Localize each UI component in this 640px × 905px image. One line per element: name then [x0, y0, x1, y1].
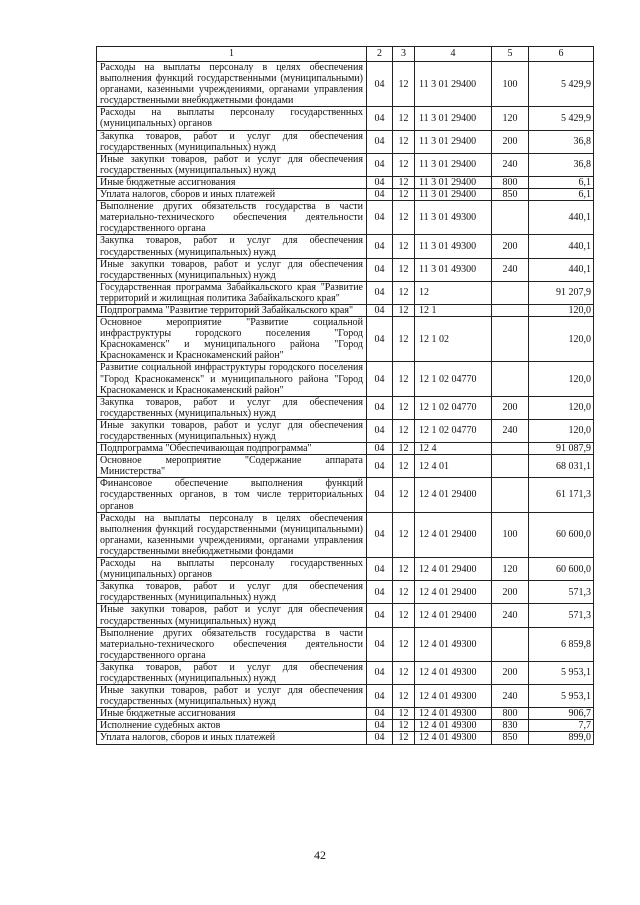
row-expense-type: 200: [492, 581, 529, 604]
row-section-code: 04: [367, 720, 393, 732]
row-expense-type: 120: [492, 558, 529, 581]
row-description: Иные закупки товаров, работ и услуг для обеспечения государственных (муниципальных) нужд: [97, 604, 367, 627]
row-subsection-code: 12: [393, 419, 415, 442]
row-section-code: 04: [367, 627, 393, 661]
row-target-article: 11 3 01 29400: [415, 189, 492, 201]
row-expense-type: [492, 443, 529, 455]
row-description: Подпрограмма "Развитие территорий Забайкальского края": [97, 304, 367, 316]
table-row: [97, 478, 594, 512]
table-row: [97, 362, 594, 396]
table-row: [97, 732, 594, 744]
row-subsection-code: 12: [393, 558, 415, 581]
row-target-article: 12 4 01 49300: [415, 627, 492, 661]
table-row: [97, 685, 594, 708]
row-description: Выполнение других обязательств государства в части материально-технического обеспечения деятельности государственного органа: [97, 201, 367, 235]
row-amount: 899,0: [529, 732, 594, 744]
table-row: [97, 304, 594, 316]
table-row: [97, 176, 594, 188]
row-amount: 120,0: [529, 362, 594, 396]
row-description: Иные закупки товаров, работ и услуг для обеспечения государственных (муниципальных) нужд: [97, 258, 367, 281]
row-target-article: 12 4 01 49300: [415, 732, 492, 744]
row-section-code: 04: [367, 732, 393, 744]
row-target-article: 12: [415, 281, 492, 304]
row-subsection-code: 12: [393, 661, 415, 684]
table-row: [97, 396, 594, 419]
row-amount: 36,8: [529, 130, 594, 153]
table-row: [97, 604, 594, 627]
row-description: Выполнение других обязательств государства в части материально-технического обеспечения деятельности государственного органа: [97, 627, 367, 661]
row-target-article: 11 3 01 29400: [415, 176, 492, 188]
row-description: Закупка товаров, работ и услуг для обеспечения государственных (муниципальных) нужд: [97, 130, 367, 153]
table-row: [97, 512, 594, 557]
row-amount: 5 429,9: [529, 62, 594, 107]
table-row: [97, 455, 594, 478]
row-amount: 440,1: [529, 235, 594, 258]
row-target-article: 12 1 02 04770: [415, 396, 492, 419]
row-amount: 571,3: [529, 581, 594, 604]
row-expense-type: 100: [492, 62, 529, 107]
header-col-6: 6: [529, 47, 594, 62]
row-amount: 6 859,8: [529, 627, 594, 661]
row-subsection-code: 12: [393, 478, 415, 512]
row-target-article: 12 4 01 29400: [415, 478, 492, 512]
row-target-article: 11 3 01 29400: [415, 153, 492, 176]
row-target-article: 12 1 02 04770: [415, 362, 492, 396]
header-row: [97, 47, 594, 62]
row-subsection-code: 12: [393, 62, 415, 107]
row-expense-type: 200: [492, 235, 529, 258]
header-col-3: 3: [393, 47, 415, 62]
row-expense-type: [492, 281, 529, 304]
row-subsection-code: 12: [393, 512, 415, 557]
row-section-code: 04: [367, 130, 393, 153]
row-amount: 7,7: [529, 720, 594, 732]
table-row: [97, 130, 594, 153]
budget-table: [96, 46, 594, 745]
row-section-code: 04: [367, 235, 393, 258]
row-target-article: 11 3 01 49300: [415, 201, 492, 235]
table-row: [97, 62, 594, 107]
row-section-code: 04: [367, 396, 393, 419]
row-amount: 5 953,1: [529, 661, 594, 684]
table-row: [97, 720, 594, 732]
table-row: [97, 443, 594, 455]
row-section-code: 04: [367, 62, 393, 107]
row-target-article: 12 4 01 49300: [415, 720, 492, 732]
table-row: [97, 627, 594, 661]
row-subsection-code: 12: [393, 720, 415, 732]
row-section-code: 04: [367, 455, 393, 478]
row-expense-type: 850: [492, 732, 529, 744]
row-description: Основное мероприятие "Содержание аппарата Министерства": [97, 455, 367, 478]
row-target-article: 12 4 01: [415, 455, 492, 478]
row-description: Иные бюджетные ассигнования: [97, 708, 367, 720]
row-subsection-code: 12: [393, 708, 415, 720]
row-expense-type: [492, 455, 529, 478]
table-row: [97, 708, 594, 720]
row-target-article: 12 1 02: [415, 317, 492, 362]
row-target-article: 11 3 01 49300: [415, 235, 492, 258]
row-amount: 61 171,3: [529, 478, 594, 512]
table-row: [97, 107, 594, 130]
row-section-code: 04: [367, 281, 393, 304]
row-expense-type: 240: [492, 153, 529, 176]
row-subsection-code: 12: [393, 317, 415, 362]
row-section-code: 04: [367, 189, 393, 201]
row-description: Иные закупки товаров, работ и услуг для обеспечения государственных (муниципальных) нужд: [97, 419, 367, 442]
row-description: Расходы на выплаты персоналу в целях обеспечения выполнения функций государственными (муниципальными) органами, казенными учреждениями, органами управления государственными внебюджетными фондами: [97, 62, 367, 107]
row-subsection-code: 12: [393, 176, 415, 188]
row-target-article: 12 1 02 04770: [415, 419, 492, 442]
row-section-code: 04: [367, 661, 393, 684]
header-col-1: 1: [97, 47, 367, 62]
table-row: [97, 258, 594, 281]
row-amount: 6,1: [529, 189, 594, 201]
row-target-article: 12 4 01 29400: [415, 604, 492, 627]
table-row: [97, 235, 594, 258]
row-section-code: 04: [367, 708, 393, 720]
row-subsection-code: 12: [393, 455, 415, 478]
row-description: Закупка товаров, работ и услуг для обеспечения государственных (муниципальных) нужд: [97, 235, 367, 258]
row-expense-type: 850: [492, 189, 529, 201]
row-description: Расходы на выплаты персоналу в целях обеспечения выполнения функций государственными (муниципальными) органами, казенными учреждениями, органами управления государственными внебюджетными фондами: [97, 512, 367, 557]
table-row: [97, 419, 594, 442]
row-target-article: 12 4 01 49300: [415, 708, 492, 720]
row-section-code: 04: [367, 512, 393, 557]
row-amount: 60 600,0: [529, 512, 594, 557]
row-subsection-code: 12: [393, 189, 415, 201]
row-expense-type: 830: [492, 720, 529, 732]
row-section-code: 04: [367, 153, 393, 176]
row-description: Уплата налогов, сборов и иных платежей: [97, 732, 367, 744]
row-target-article: 12 4 01 29400: [415, 558, 492, 581]
table-row: [97, 317, 594, 362]
row-description: Закупка товаров, работ и услуг для обеспечения государственных (муниципальных) нужд: [97, 581, 367, 604]
row-description: Иные бюджетные ассигнования: [97, 176, 367, 188]
table-row: [97, 581, 594, 604]
row-amount: 60 600,0: [529, 558, 594, 581]
row-amount: 120,0: [529, 304, 594, 316]
row-section-code: 04: [367, 419, 393, 442]
row-subsection-code: 12: [393, 362, 415, 396]
row-description: Закупка товаров, работ и услуг для обеспечения государственных (муниципальных) нужд: [97, 396, 367, 419]
row-expense-type: 100: [492, 512, 529, 557]
row-section-code: 04: [367, 304, 393, 316]
table-row: [97, 201, 594, 235]
row-section-code: 04: [367, 478, 393, 512]
table-row: [97, 153, 594, 176]
row-amount: 440,1: [529, 258, 594, 281]
row-target-article: 11 3 01 49300: [415, 258, 492, 281]
row-amount: 6,1: [529, 176, 594, 188]
row-description: Подпрограмма "Обеспечивающая подпрограмма": [97, 443, 367, 455]
row-expense-type: [492, 201, 529, 235]
row-amount: 571,3: [529, 604, 594, 627]
row-target-article: 12 4 01 29400: [415, 512, 492, 557]
row-target-article: 11 3 01 29400: [415, 107, 492, 130]
page-number: 42: [314, 848, 326, 862]
row-target-article: 11 3 01 29400: [415, 130, 492, 153]
row-description: Расходы на выплаты персоналу государственных (муниципальных) органов: [97, 558, 367, 581]
row-target-article: 12 4: [415, 443, 492, 455]
table-row: [97, 661, 594, 684]
row-expense-type: [492, 478, 529, 512]
table-row: [97, 281, 594, 304]
row-subsection-code: 12: [393, 130, 415, 153]
row-amount: 906,7: [529, 708, 594, 720]
row-expense-type: 240: [492, 685, 529, 708]
row-section-code: 04: [367, 558, 393, 581]
row-amount: 5 953,1: [529, 685, 594, 708]
row-amount: 120,0: [529, 396, 594, 419]
row-subsection-code: 12: [393, 235, 415, 258]
header-col-2: 2: [367, 47, 393, 62]
row-expense-type: [492, 304, 529, 316]
row-target-article: 12 4 01 29400: [415, 581, 492, 604]
row-subsection-code: 12: [393, 201, 415, 235]
row-amount: 5 429,9: [529, 107, 594, 130]
row-subsection-code: 12: [393, 627, 415, 661]
table-row: [97, 189, 594, 201]
row-amount: 120,0: [529, 419, 594, 442]
row-expense-type: [492, 627, 529, 661]
row-amount: 440,1: [529, 201, 594, 235]
row-section-code: 04: [367, 107, 393, 130]
row-subsection-code: 12: [393, 304, 415, 316]
header-col-5: 5: [492, 47, 529, 62]
row-section-code: 04: [367, 362, 393, 396]
row-target-article: 12 4 01 49300: [415, 661, 492, 684]
row-subsection-code: 12: [393, 685, 415, 708]
row-section-code: 04: [367, 258, 393, 281]
row-section-code: 04: [367, 443, 393, 455]
row-amount: 68 031,1: [529, 455, 594, 478]
row-target-article: 12 4 01 49300: [415, 685, 492, 708]
row-section-code: 04: [367, 604, 393, 627]
row-section-code: 04: [367, 581, 393, 604]
row-expense-type: 200: [492, 130, 529, 153]
row-description: Основное мероприятие "Развитие социальной инфраструктуры городского поселения "Город Краснокаменск" и муниципального района "Город Краснокаменск и Краснокаменский район": [97, 317, 367, 362]
row-target-article: 12 1: [415, 304, 492, 316]
table-row: [97, 558, 594, 581]
row-description: Финансовое обеспечение выполнения функций государственных органов, в том числе территориальных органов: [97, 478, 367, 512]
row-amount: 91 087,9: [529, 443, 594, 455]
row-amount: 91 207,9: [529, 281, 594, 304]
row-expense-type: 800: [492, 176, 529, 188]
row-subsection-code: 12: [393, 732, 415, 744]
row-expense-type: 200: [492, 661, 529, 684]
row-subsection-code: 12: [393, 396, 415, 419]
row-subsection-code: 12: [393, 581, 415, 604]
row-expense-type: 120: [492, 107, 529, 130]
row-description: Развитие социальной инфраструктуры городского поселения "Город Краснокаменск" и муниципального района "Город Краснокаменск и Краснокаменский район": [97, 362, 367, 396]
row-subsection-code: 12: [393, 281, 415, 304]
row-section-code: 04: [367, 176, 393, 188]
row-subsection-code: 12: [393, 604, 415, 627]
row-subsection-code: 12: [393, 107, 415, 130]
row-expense-type: 240: [492, 419, 529, 442]
row-subsection-code: 12: [393, 153, 415, 176]
row-section-code: 04: [367, 317, 393, 362]
header-col-4: 4: [415, 47, 492, 62]
row-amount: 120,0: [529, 317, 594, 362]
row-description: Исполнение судебных актов: [97, 720, 367, 732]
row-description: Закупка товаров, работ и услуг для обеспечения государственных (муниципальных) нужд: [97, 661, 367, 684]
row-description: Государственная программа Забайкальского края "Развитие территорий и жилищная политика Забайкальского края": [97, 281, 367, 304]
row-expense-type: [492, 317, 529, 362]
row-section-code: 04: [367, 685, 393, 708]
row-description: Уплата налогов, сборов и иных платежей: [97, 189, 367, 201]
row-expense-type: 200: [492, 396, 529, 419]
row-expense-type: 240: [492, 258, 529, 281]
row-expense-type: 800: [492, 708, 529, 720]
row-amount: 36,8: [529, 153, 594, 176]
row-expense-type: [492, 362, 529, 396]
row-description: Расходы на выплаты персоналу государственных (муниципальных) органов: [97, 107, 367, 130]
row-section-code: 04: [367, 201, 393, 235]
row-subsection-code: 12: [393, 443, 415, 455]
row-expense-type: 240: [492, 604, 529, 627]
row-description: Иные закупки товаров, работ и услуг для обеспечения государственных (муниципальных) нужд: [97, 685, 367, 708]
row-subsection-code: 12: [393, 258, 415, 281]
row-description: Иные закупки товаров, работ и услуг для обеспечения государственных (муниципальных) нужд: [97, 153, 367, 176]
row-target-article: 11 3 01 29400: [415, 62, 492, 107]
